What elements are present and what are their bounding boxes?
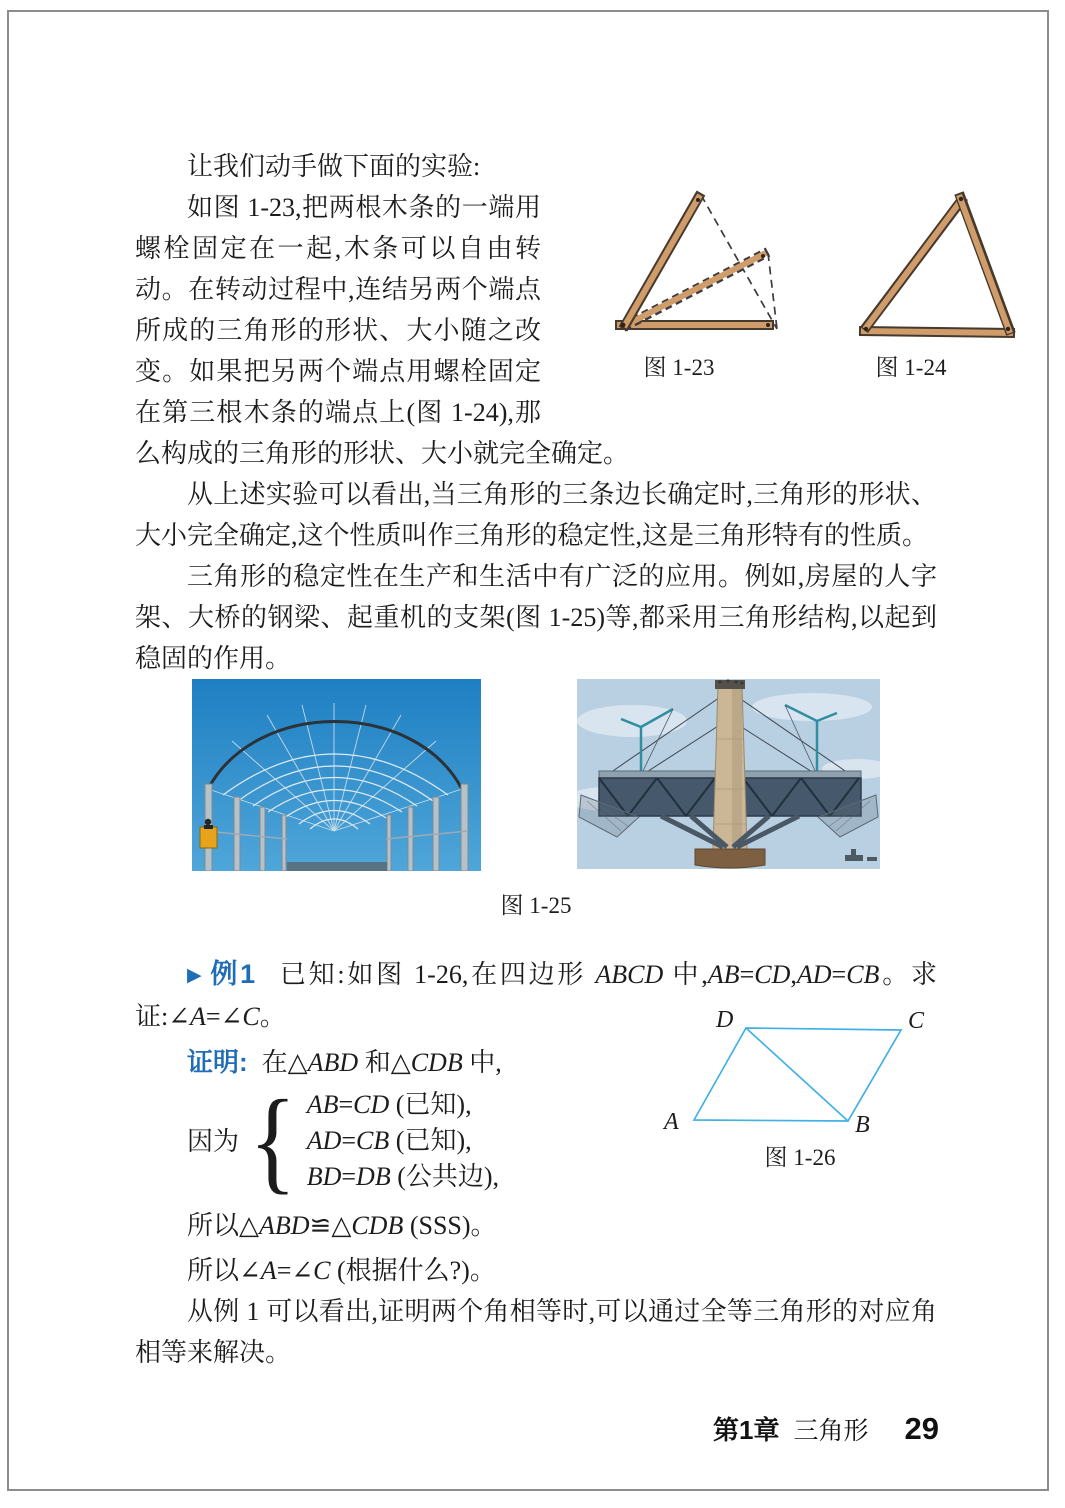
photo-steel-roof-truss — [192, 679, 481, 871]
fig26-caption: 图 1-26 — [764, 1145, 836, 1170]
fig25-caption: 图 1-25 — [500, 893, 572, 918]
page-content — [135, 146, 947, 1373]
example-arrow-icon: ▶ — [187, 965, 205, 986]
paragraph-experiment — [135, 187, 947, 474]
example-statement-text: 已知:如图 1-26,在四边形 ABCD 中,AB=CD,AD=CB。求证:∠A=∠C。 — [135, 960, 937, 1031]
paragraph-intro: 让我们动手做下面的实验: — [187, 152, 481, 181]
vertex-label-d: D — [716, 1007, 734, 1033]
vertex-label-c: C — [908, 1008, 925, 1034]
figure-group-1-23-24 — [555, 181, 947, 383]
page-footer — [713, 1410, 939, 1447]
paragraph-closing: 从例 1 可以看出,证明两个角相等时,可以通过全等三角形的对应角相等来解决。 — [135, 1297, 937, 1367]
example-label: 例1 — [210, 959, 256, 989]
stick-triangle-open-diagram — [607, 181, 803, 339]
figure-1-23 — [555, 181, 803, 383]
vertex-label-a: A — [664, 1109, 679, 1135]
left-brace: { — [249, 1077, 297, 1205]
figure-1-24 — [803, 181, 1019, 383]
paragraph-stability-property: 从上述实验可以看出,当三角形的三条边长确定时,三角形的形状、大小完全确定,这个性质叫作三角形的稳定性,这是三角形特有的性质。 — [135, 480, 937, 550]
vertex-label-b: B — [855, 1112, 870, 1138]
because-label: 因为 — [187, 1126, 240, 1156]
footer-page-number: 29 — [904, 1411, 939, 1446]
photo-bridge-construction — [577, 679, 880, 869]
quadrilateral-abcd-diagram — [652, 1006, 948, 1138]
proof-label: 证明: — [187, 1047, 248, 1077]
stick-triangle-closed-diagram — [855, 181, 1019, 339]
equation-list — [307, 1087, 499, 1195]
equation-3: BD=DB (公共边), — [306, 1162, 500, 1191]
equation-1: AB=CD (已知), — [306, 1090, 472, 1119]
paragraph-applications: 三角形的稳定性在生产和生活中有广泛的应用。例如,房屋的人字架、大桥的钢梁、起重机的支架(图 1-25)等,都采用三角形结构,以起到稳固的作用。 — [135, 562, 937, 673]
proof-intro-text: 在△ABD 和△CDB 中, — [261, 1048, 502, 1077]
footer-chapter-label: 第1章 — [713, 1415, 780, 1445]
fig23-caption: 图 1-23 — [643, 355, 715, 380]
equation-2: AD=CB (已知), — [306, 1126, 472, 1155]
paragraph-experiment-text: 如图 1-23,把两根木条的一端用螺栓固定在一起,木条可以自由转动。在转动过程中,连结另两个端点所成的三角形的形状、大小随之改变。如果把另两个端点用螺栓固定在第三根木条的端点上(图 1-24),那么构成的三角形的形状、大小就完全确定。 — [135, 193, 630, 468]
figure-1-25-photos — [135, 679, 937, 871]
footer-chapter-title: 三角形 — [793, 1417, 869, 1445]
figure-1-26 — [652, 1006, 948, 1173]
conclusion-angles: 所以∠A=∠C (根据什么?)。 — [187, 1256, 496, 1285]
conclusion-congruence: 所以△ABD≌△CDB (SSS)。 — [187, 1211, 497, 1240]
fig24-caption: 图 1-24 — [875, 355, 947, 380]
